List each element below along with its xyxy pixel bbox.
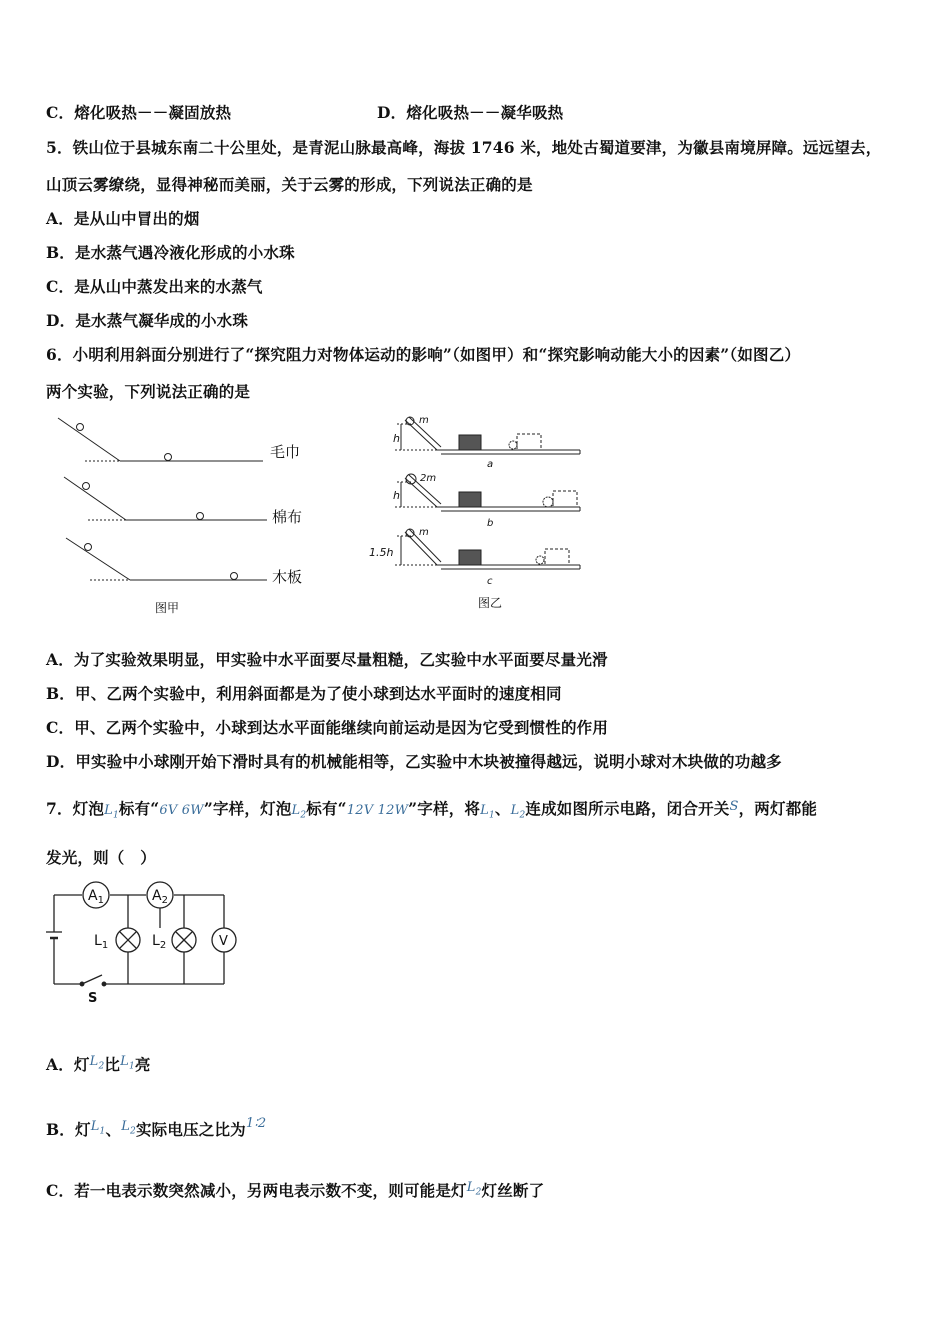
q6-option-c: C．甲、乙两个实验中，小球到达水平面能继续向前运动是因为它受到惯性的作用 (46, 718, 609, 737)
circuit-diagram (44, 876, 244, 1008)
q6-option-b: B．甲、乙两个实验中，利用斜面都是为了使小球到达水平面时的速度相同 (46, 684, 562, 703)
q5-option-c: C．是从山中蒸发出来的水蒸气 (46, 277, 263, 296)
q7-text-5: 字样，将 (417, 799, 481, 818)
q7-option-c-text-2: 灯丝断了 (481, 1181, 545, 1200)
surface-label-cotton: 棉布 (272, 508, 303, 526)
ball-end-3 (231, 573, 238, 580)
q7-option-b-L1-sub: 1 (99, 1126, 106, 1137)
q7-symbol-L2-b (510, 803, 526, 821)
mass-label-c: m (419, 527, 429, 538)
q7-option-a-text-2: 比 (104, 1055, 121, 1074)
ammeter-a1-sub: 1 (97, 895, 104, 906)
q7-symbol-L2-letter: L (291, 803, 301, 818)
q7-symbol-L1 (104, 803, 119, 821)
q7-stem-line2: 发光，则（ ） (46, 848, 156, 867)
surface-label-wood: 木板 (272, 568, 303, 586)
q7-symbol-L1-b-letter: L (480, 803, 489, 818)
q7-option-a-L2-letter: L (89, 1054, 99, 1069)
ball-c-end (536, 556, 544, 564)
q6-option-d: D．甲实验中小球刚开始下滑时具有的机械能相等，乙实验中木块被撞得越远，说明小球对木块做的功越多 (46, 752, 782, 771)
q7-close-quote-2: ” (408, 799, 418, 818)
q7-symbol-L1-b (480, 803, 495, 821)
q7-text-2: 标有 (118, 799, 151, 818)
ammeter-a1-letter: A (88, 888, 98, 904)
q7-close-quote-1: ” (203, 799, 213, 818)
q5-stem-line1: 5．铁山位于县城东南二十公里处，是青泥山脉最高峰，海拔 1746 米，地处古蜀道要津，为徽县南境屏障。远远望去， (46, 138, 882, 157)
q7-symbol-S: S (729, 799, 739, 814)
q7-option-b-L1-letter: L (90, 1119, 100, 1134)
block-a (459, 435, 481, 450)
sub-figure-label-b: b (487, 518, 494, 529)
q7-option-a-L1-sub: 1 (128, 1061, 135, 1072)
lamp-l2-sub: 2 (159, 940, 167, 951)
q7-text-1: 7．灯泡 (46, 799, 105, 818)
q7-option-a-L2-sub: 2 (98, 1061, 105, 1072)
q7-symbol-L2-b-sub: 2 (519, 810, 526, 821)
q5-option-d: D．是水蒸气凝华成的小水珠 (46, 311, 249, 330)
switch-blade (82, 975, 102, 984)
q7-option-c-L2-sub: 2 (475, 1187, 482, 1198)
block-a-end (517, 434, 541, 450)
q7-option-a-L2 (89, 1054, 105, 1072)
figure-yi (365, 410, 590, 615)
q7-option-a (46, 1053, 151, 1075)
ball-top-2 (83, 483, 90, 490)
q7-symbol-L1-sub: 1 (112, 810, 119, 821)
q6-option-a: A．为了实验效果明显，甲实验中水平面要尽量粗糙，乙实验中水平面要尽量光滑 (46, 650, 608, 669)
q7-symbol-L1-b-sub: 1 (488, 810, 495, 821)
ammeter-a2-letter: A (152, 888, 162, 904)
q7-option-a-text-3: 亮 (134, 1055, 151, 1074)
q5-option-a: A．是从山中冒出的烟 (46, 209, 200, 228)
q7-text-6: 连成如图所示电路，闭合开关 (525, 799, 730, 818)
q7-option-b-separator: 、 (105, 1120, 122, 1139)
q7-option-b-text-1: B．灯 (46, 1120, 91, 1139)
q7-symbol-L2-b-letter: L (510, 803, 520, 818)
q7-rating-1: 6V 6W (159, 803, 204, 818)
q7-stem-line1 (46, 797, 817, 821)
figure-yi-caption: 图乙 (478, 596, 503, 610)
voltmeter-label: V (219, 934, 228, 949)
q7-option-b-L2-sub: 2 (130, 1126, 136, 1137)
q7-open-quote-2: “ (337, 799, 347, 818)
mass-label-b: 2m (420, 473, 437, 484)
q7-option-a-text-1: A．灯 (46, 1055, 90, 1074)
q7-option-b-L2-letter: L (121, 1119, 131, 1134)
q7-option-c-text-1: C．若一电表示数突然减小，另两电表示数不变，则可能是灯 (46, 1181, 467, 1200)
q4-option-c: C．熔化吸热－－凝固放热 (46, 103, 232, 122)
ball-b-end (543, 497, 553, 507)
lamp-l2-label (152, 933, 166, 951)
ball-a-end (509, 441, 517, 449)
q7-option-b-L2 (121, 1119, 136, 1137)
q7-rating-2: 12V 12W (346, 803, 409, 818)
q7-symbol-L2 (291, 803, 307, 821)
q7-option-b-text-2: 实际电压之比为 (135, 1120, 246, 1139)
q7-option-c-L2-letter: L (466, 1180, 476, 1195)
q4-option-d: D．熔化吸热－－凝华吸热 (377, 103, 564, 122)
q7-option-b-ratio: 1∶2 (245, 1116, 267, 1131)
ball-top-3 (85, 544, 92, 551)
q5-option-b: B．是水蒸气遇冷液化形成的小水珠 (46, 243, 295, 262)
q7-text-4: 标有 (306, 799, 338, 818)
ramp-2 (64, 477, 126, 520)
ammeter-a2-sub: 2 (161, 895, 168, 906)
block-b (459, 492, 481, 507)
q7-option-a-L1 (120, 1054, 135, 1072)
ball-end-2 (197, 513, 204, 520)
q7-option-b-L1 (90, 1119, 106, 1137)
q7-separator: 、 (494, 799, 511, 818)
q7-option-c-L2 (466, 1180, 482, 1198)
mass-label-a: m (419, 415, 429, 426)
height-label-c: 1.5h (369, 546, 394, 559)
ball-top-1 (77, 424, 84, 431)
surface-label-towel: 毛巾 (270, 443, 301, 461)
lamp-l1-sub: 1 (101, 940, 109, 951)
q7-text-3: 字样，灯泡 (212, 799, 292, 818)
height-label-a: h (393, 432, 400, 445)
figure-jia-caption: 图甲 (155, 601, 180, 615)
ramp-3 (66, 538, 130, 580)
q7-option-b (46, 1116, 266, 1140)
block-c (459, 550, 481, 565)
q6-stem-line2: 两个实验，下列说法正确的是 (46, 382, 251, 401)
q7-open-quote-1: “ (150, 799, 160, 818)
q7-symbol-L2-sub: 2 (300, 810, 307, 821)
lamp-l1-label (94, 933, 108, 951)
sub-figure-label-c: c (487, 576, 493, 587)
sub-figure-label-a: a (487, 459, 494, 470)
block-c-end (545, 549, 569, 565)
q7-option-a-L1-letter: L (120, 1054, 129, 1069)
block-b-end (553, 491, 577, 507)
q7-symbol-L1-letter: L (104, 803, 113, 818)
q6-stem-line1: 6．小明利用斜面分别进行了“探究阻力对物体运动的影响”（如图甲）和“探究影响动能大小的因素”（如图乙） (46, 345, 801, 364)
q5-stem-line2: 山顶云雾缭绕，显得神秘而美丽，关于云雾的形成，下列说法正确的是 (46, 175, 533, 194)
ramp-1 (58, 418, 120, 461)
height-label-b: h (393, 489, 400, 502)
figure-jia (50, 410, 320, 620)
switch-label: S (88, 991, 98, 1006)
lamp-l2-letter: L (152, 933, 160, 949)
q7-text-7: ，两灯都能 (738, 799, 818, 818)
lamp-l1-letter: L (94, 933, 102, 949)
q7-option-c (46, 1179, 544, 1201)
ball-end-1 (165, 454, 172, 461)
